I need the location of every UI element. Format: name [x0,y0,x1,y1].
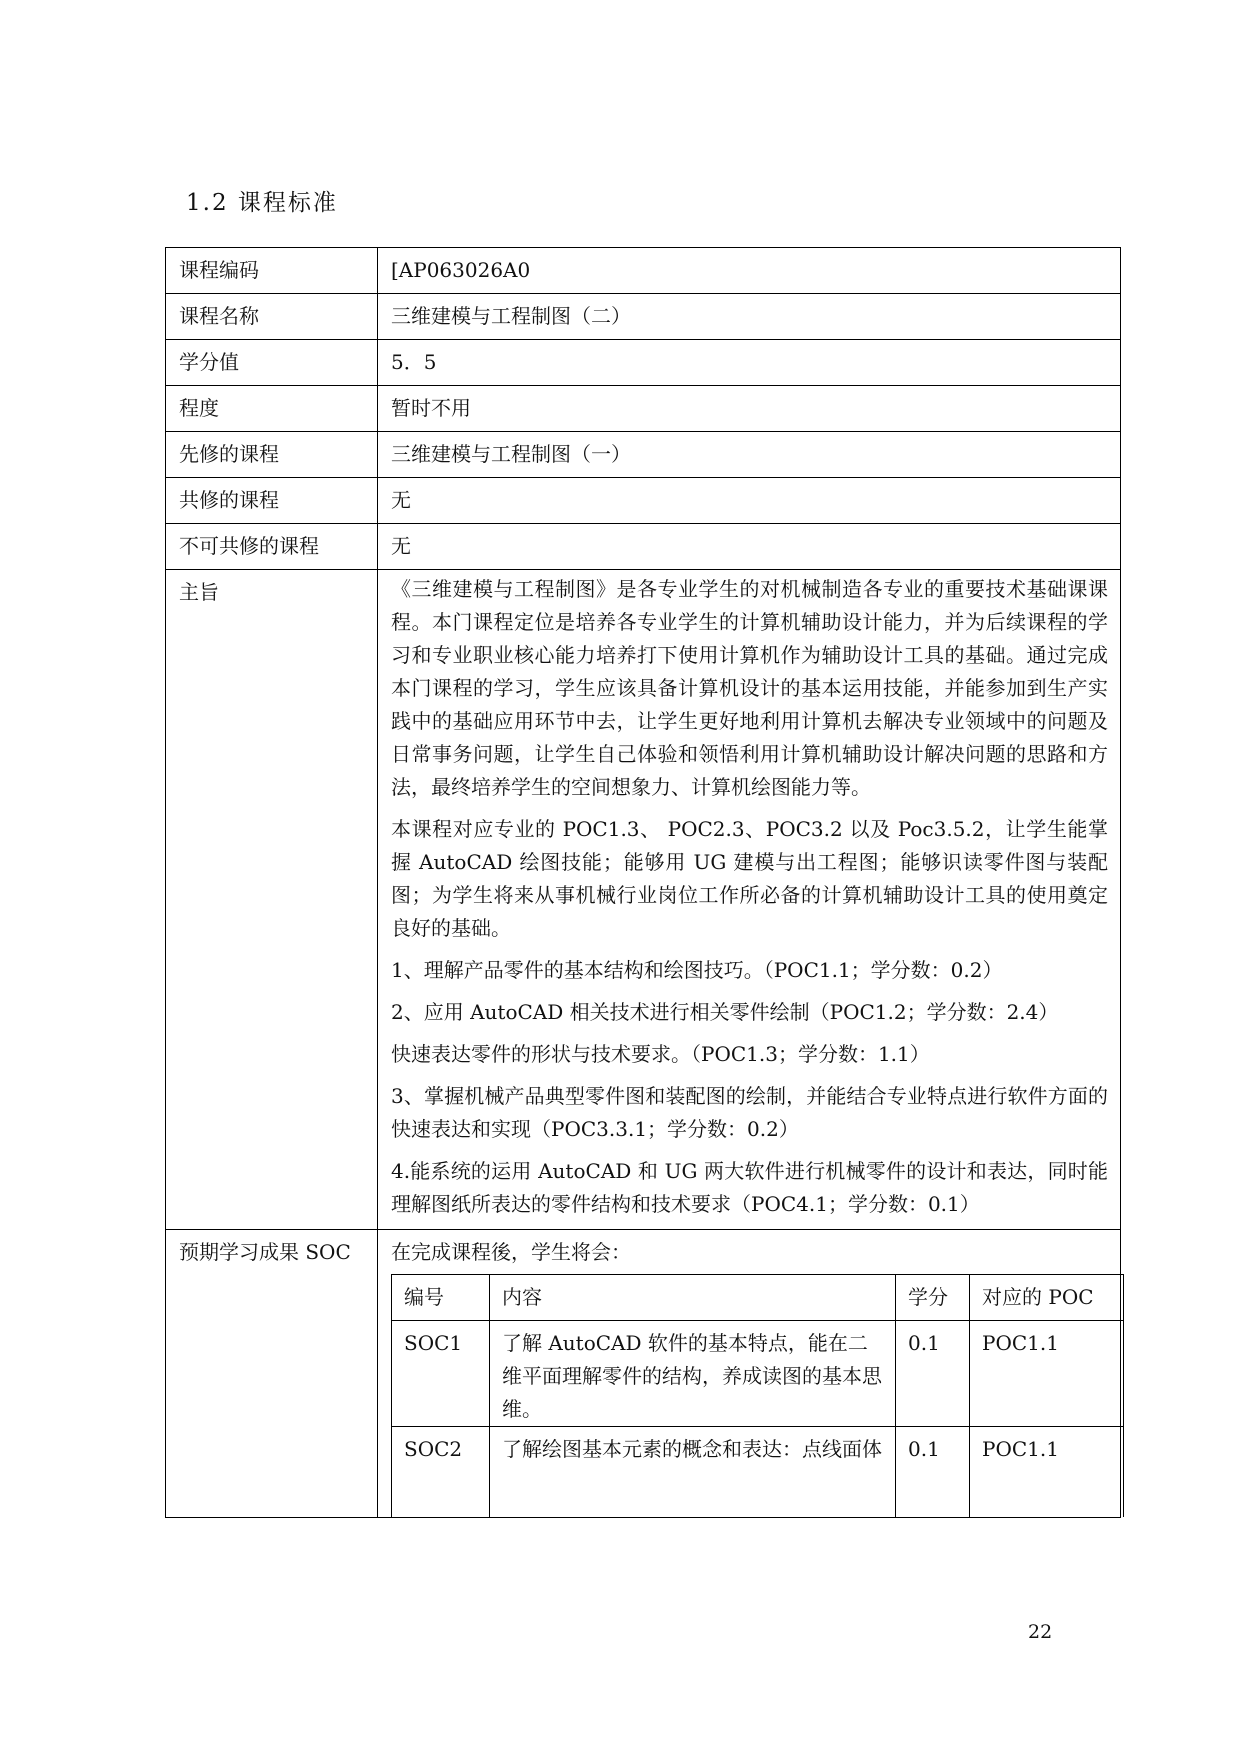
aim-paragraph: 2、应用 AutoCAD 相关技术进行相关零件绘制（POC1.2；学分数：2.4） [391,1000,1059,1024]
row-aim [166,570,1121,1230]
credit-value: 5．5 [378,340,1121,386]
row-corequisite [166,478,1121,524]
aim-paragraph: 本课程对应专业的 POC1.3、 POC2.3、POC3.2 以及 Poc3.5.2，让学生能掌握 AutoCAD 绘图技能；能够用 UG 建模与出工程图；能够识读零件图与装配图；为学生将来从事机械行业岗位工作所必备的计算机辅助设计工具的使用奠定良好的基础。 [391,817,1108,940]
aim-paragraph: 3、掌握机械产品典型零件图和装配图的绘制，并能结合专业特点进行软件方面的快速表达和实现（POC3.3.1；学分数：0.2） [391,1084,1108,1141]
soc-header-credit: 学分 [896,1275,970,1321]
soc-credit: 0.1 [896,1321,970,1427]
soc-desc: 了解 AutoCAD 软件的基本特点，能在二维平面理解零件的结构，养成读图的基本思维。 [490,1321,896,1427]
aim-paragraph: 4.能系统的运用 AutoCAD 和 UG 两大软件进行机械零件的设计和表达，同时能理解图纸所表达的零件结构和技术要求（POC4.1；学分数：0.1） [391,1159,1108,1216]
soc-header-content: 内容 [490,1275,896,1321]
soc-content [378,1230,1121,1518]
row-prerequisite [166,432,1121,478]
soc-poc: POC1.1 [970,1427,1124,1517]
table-row [392,1427,1124,1517]
soc-label: 预期学习成果 SOC [166,1230,378,1518]
soc-table [391,1274,1124,1517]
course-code-value: [AP063026A0 [378,248,1121,294]
soc-intro: 在完成课程後，学生将会： [391,1240,631,1264]
row-credit [166,340,1121,386]
soc-header-poc: 对应的 POC [970,1275,1124,1321]
course-code-label: 课程编码 [166,248,378,294]
soc-header-id: 编号 [392,1275,490,1321]
exclusion-value: 无 [378,524,1121,570]
section-heading: 1.2 课程标准 [186,190,338,216]
corequisite-label: 共修的课程 [166,478,378,524]
aim-paragraph: 《三维建模与工程制图》是各专业学生的对机械制造各专业的重要技术基础课课程。本门课程定位是培养各专业学生的计算机辅助设计能力，并为后续课程的学习和专业职业核心能力培养打下使用计算机作为辅助设计工具的基础。通过完成本门课程的学习，学生应该具备计算机设计的基本运用技能，并能参加到生产实践中的基础应用环节中去，让学生更好地利用计算机去解决专业领域中的问题及日常事务问题，让学生自己体验和领悟利用计算机辅助设计解决问题的思路和方法，最终培养学生的空间想象力、计算机绘图能力等。 [391,577,1108,799]
prerequisite-value: 三维建模与工程制图（一） [378,432,1121,478]
page-number: 22 [1028,1621,1053,1643]
aim-content [378,570,1121,1230]
soc-desc: 了解绘图基本元素的概念和表达：点线面体 [490,1427,896,1517]
level-value: 暂时不用 [378,386,1121,432]
course-standard-table [165,247,1121,1518]
soc-credit: 0.1 [896,1427,970,1517]
aim-paragraph: 1、理解产品零件的基本结构和绘图技巧。（POC1.1；学分数：0.2） [391,958,1003,982]
soc-poc: POC1.1 [970,1321,1124,1427]
row-level [166,386,1121,432]
table-row [392,1321,1124,1427]
credit-label: 学分值 [166,340,378,386]
prerequisite-label: 先修的课程 [166,432,378,478]
aim-paragraph: 快速表达零件的形状与技术要求。（POC1.3；学分数：1.1） [391,1042,930,1066]
row-course-code [166,248,1121,294]
course-name-label: 课程名称 [166,294,378,340]
exclusion-label: 不可共修的课程 [166,524,378,570]
course-name-value: 三维建模与工程制图（二） [378,294,1121,340]
corequisite-value: 无 [378,478,1121,524]
row-soc [166,1230,1121,1518]
row-exclusion [166,524,1121,570]
row-course-name [166,294,1121,340]
aim-label: 主旨 [166,570,378,1230]
soc-id: SOC1 [392,1321,490,1427]
soc-id: SOC2 [392,1427,490,1517]
soc-header-row [392,1275,1124,1321]
level-label: 程度 [166,386,378,432]
